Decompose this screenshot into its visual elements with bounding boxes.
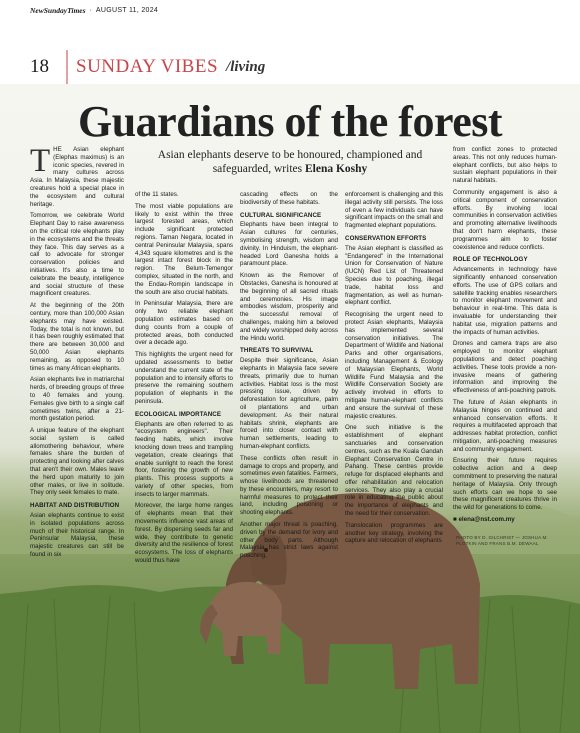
masthead-separator: ·: [89, 7, 92, 14]
article-column-5: [453, 146, 557, 528]
paragraph: Elephants have been integral to Asian cultures for centuries, symbolising strength, wisdom and divinity. In Hinduism, the elephant-headed Lord Ganesha holds a paramount place.: [240, 221, 338, 268]
subheading: ECOLOGICAL IMPORTANCE: [135, 410, 222, 418]
paragraph: Advancements in technology have significantly enhanced conservation efforts. The use of GPS collars and satellite tracking enables researchers to monitor elephant movement and behaviour in real-time. This data is invaluable for understanding their habitat use, migration patterns and the impacts of human activities.: [453, 266, 557, 336]
paragraph: These conflicts often result in damage to crops and property, and sometimes even fatalities. Farmers, whose livelihoods are threatened by these encounters, may resort to harmful measures to protect their land, including poisoning or shooting elephants.: [240, 454, 338, 517]
paragraph: from conflict zones to protected areas. This not only reduces human-elephant conflicts, but also helps to sustain elephant populations in their natural habitats.: [453, 146, 557, 185]
article-column-1: [30, 143, 124, 563]
paragraph: The future of Asian elephants in Malaysia hinges on continued and enhanced conservation efforts. It requires a multifaceted approach that addresses habitat protection, conflict mitigation, anti-poaching measures and community engagement.: [453, 398, 557, 453]
paragraph: cascading effects on the biodiversity of these habitats.: [240, 191, 338, 206]
masthead-brand: NewSundayTimes: [30, 6, 86, 15]
credit-line: PLOTKIN AND FRANS B.M. DEWAAL: [456, 541, 539, 546]
email-icon: ■: [453, 516, 459, 524]
lead-paragraph: HE Asian elephant (Elephas maximus) is an iconic species, revered in many cultures across Asia. In Malaysia, these majestic creatures hold a special place in the ecosystem and cultural heritage.: [30, 146, 124, 208]
article-column-2: [135, 191, 233, 569]
paragraph: enforcement is challenging and this illegal activity still persists. The loss of even a few individuals can have significant impacts on the small and fragmented elephant populations.: [345, 191, 443, 230]
paragraph: The Asian elephant is classified as "Endangered" in the International Union for Conservation of Nature (IUCN) Red List of Threatened Species due to poaching, illegal trade, habitat loss and fragmentation, as well as human-elephant conflict.: [345, 244, 443, 307]
subheading: THREATS TO SURVIVAL: [240, 347, 314, 355]
paragraph: of the 11 states.: [135, 191, 179, 198]
masthead-date: AUGUST 11, 2024: [95, 7, 159, 14]
paragraph: In Peninsular Malaysia, there are only two reliable elephant population estimates based on dung counts from a couple of protected areas, both conducted over a decade ago.: [135, 300, 233, 347]
photo-credit: [456, 535, 548, 547]
paragraph: The most viable populations are likely to exist within the three largest forested areas, which include significant protected regions. Taman Negara, located in central Peninsular Malaysia, spans 4,343 square kilometres and is the largest intact forest block in the region. The Belum-Temengor complex, situated in the north, and the Endau-Rompin landscape in the south are also crucial habitats.: [135, 202, 233, 296]
paragraph: Moreover, the large home ranges of elephants mean that their movements influence vast areas of forest. By dispersing seeds far and wide, they contribute to genetic diversity and the resilience of forest ecosystems. The loss of elephants would thus have: [135, 502, 233, 565]
page-number: 18: [30, 56, 49, 77]
subheading: CULTURAL SIGNIFICANCE: [240, 211, 322, 219]
article-column-3: [240, 191, 338, 564]
paragraph: Recognising the urgent need to protect Asian elephants, Malaysia has implemented several conservation initiatives. The Department of Wildlife and National Parks and other organisations, including Management & Ecology of Malaysian Elephants, World Wildlife Fund Malaysia and the Wildlife Conservation Society are actively involved in efforts to mitigate human-elephant conflicts and ensure the survival of these majestic creatures.: [345, 311, 443, 420]
paragraph: Tomorrow, we celebrate World Elephant Day to raise awareness on the critical role elephants play in the ecosystems and the threats they face. This day serves as a call to advocate for stronger conservation policies and initiatives. It's also a time to celebrate the beauty, intelligence and social structure of these magnificent creatures.: [30, 212, 124, 298]
headline: Guardians of the forest: [77, 97, 502, 146]
paragraph: One such initiative is the establishment of elephant sanctuaries and conservation centres, such as the Kuala Gandah Elephant Conservation Centre in Pahang. These centres provide refuge for displaced elephants and offer rehabilitation and relocation services. They also play a crucial role in educating the public about the importance of elephants and the need for their conservation.: [345, 424, 443, 518]
paragraph: Another major threat is poaching, driven by the demand for ivory and other body parts. Although Malaysia has strict laws against poaching,: [240, 521, 338, 560]
paragraph: Asian elephants continue to exist in isolated populations across much of their historical range. In Peninsular Malaysia, these majestic creatures can still be found in six: [30, 512, 124, 559]
drop-cap: T: [30, 143, 51, 179]
paragraph: Despite their significance, Asian elephants in Malaysia face severe threats, primarily due to human activities. Habitat loss is the most pressing issue, driven by deforestation for agriculture, palm oil plantations and urban development. As their natural habitats shrink, elephants are forced into closer contact with human settlements, leading to human-elephant conflicts.: [240, 357, 338, 450]
author-email[interactable]: elena@nst.com.my: [458, 516, 515, 524]
paragraph: Asian elephants live in matriarchal herds, of breeding groups of three to 40 females and young. Females give birth to a single calf sometimes twins, after a 21-month gestation period.: [30, 376, 124, 423]
masthead: [30, 6, 158, 15]
credit-line: PHOTO BY D. GILCHRIST — JOSHUA M.: [456, 535, 548, 540]
paragraph: Elephants are often referred to as "ecosystem engineers". Their feeding habits, which involve knocking down trees and trampling vegetation, create clearings that enable sunlight to reach the forest floor, fostering the growth of new plants. This process supports a variety of other species, from insects to larger mammals.: [135, 420, 233, 498]
paragraph: At the beginning of the 20th century, more than 100,000 Asian elephants may have existed. Today, the total is not known, but it has been roughly estimated that there are between 30,000 and 50,000 Asian elephants remaining, as opposed to 10 times as many African elephants.: [30, 302, 124, 372]
paragraph: Known as the Remover of Obstacles, Ganesha is honoured at the beginning of all sacred rituals and ceremonies. His image embodies wisdom, prosperity and the successful removal of challenges, making him a beloved and widely worshipped deity across the Hindu world.: [240, 272, 338, 342]
paragraph: This highlights the urgent need for updated assessments to better understand the current state of the population and to intensify efforts to preserve the remaining southern population of elephants in the peninsula.: [135, 351, 233, 405]
paragraph: A unique feature of the elephant social system is called allomothering behaviour, where females share the burden of protecting and looking after calves that aren't their own. Males leave the herd upon maturity to join other males, or live in solitude. They only seek females to mate.: [30, 427, 124, 497]
author-name: Elena Koshy: [304, 163, 368, 175]
section-header: [30, 50, 560, 84]
subsection-title: /living: [226, 58, 266, 75]
paragraph: Drones and camera traps are also employed to monitor elephant populations and detect poaching activities. These tools provide a non-invasive means of gathering information and improving the effectiveness of anti-poaching patrols.: [453, 340, 557, 395]
paragraph: Translocation programmes are another key strategy, involving the capture and relocation of elephants: [345, 521, 443, 545]
paragraph: Ensuring their future requires collective action and a deep commitment to preserving the natural heritage of Malaysia. Only through such efforts can we hope to see these magnificent creatures thrive in the wild for generations to come.: [453, 457, 557, 512]
paragraph: Community engagement is also a critical component of conservation efforts. By involving local communities in conservation activities and promoting alternative livelihoods that don't harm elephants, these programmes aim to foster coexistence and reduce conflicts.: [453, 188, 557, 251]
subheadline: [140, 148, 440, 176]
subheading: CONSERVATION EFFORTS: [345, 234, 427, 242]
subheading: HABITAT AND DISTRIBUTION: [30, 502, 120, 510]
subhead-text: Asian elephants deserve to be honoured, championed and safeguarded, writes: [157, 149, 423, 175]
section-title: SUNDAY VIBES: [76, 56, 219, 77]
header-divider: [66, 50, 68, 84]
subheading: ROLE OF TECHNOLOGY: [453, 256, 528, 264]
article-column-4: [345, 191, 443, 549]
